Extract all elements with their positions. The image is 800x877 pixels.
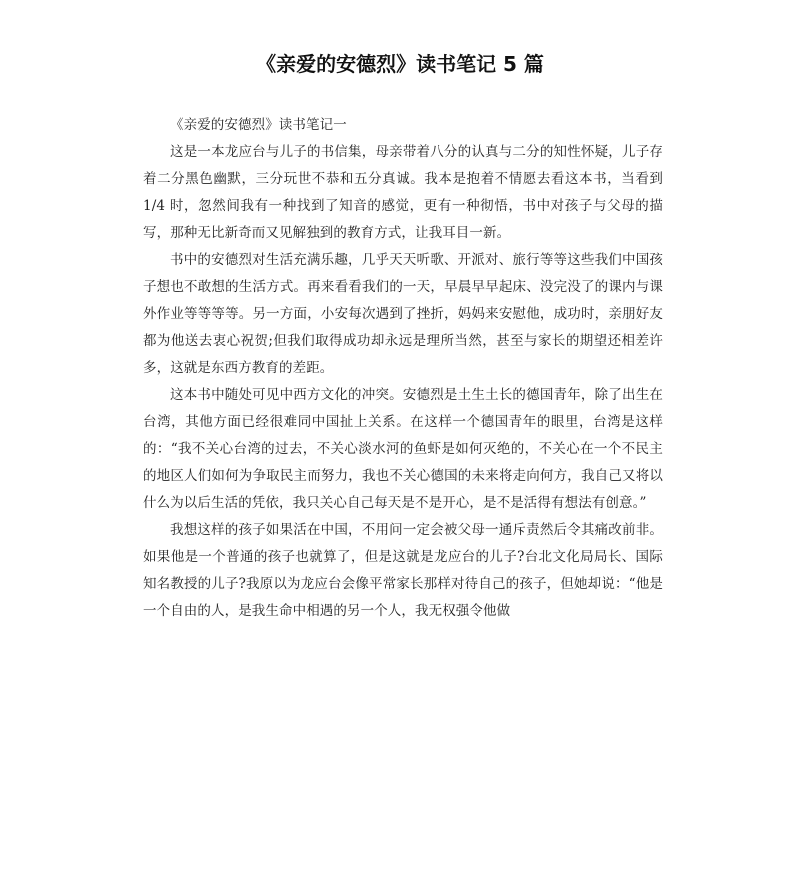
paragraph-1: 这是一本龙应台与儿子的书信集，母亲带着八分的认真与二分的知性怀疑，儿子存着二分黑色幽默，三分玩世不恭和五分真诚。我本是抱着不情愿去看这本书，当看到 1/4 时，忽然间我有一种找到了知音的感觉，更有一种彻悟，书中对孩子与父母的描写，那种无比新奇而又见解独到的教育方式，让我耳目一新。 bbox=[143, 144, 663, 241]
document-title: 《亲爱的安德烈》读书笔记 5 篇 bbox=[256, 52, 544, 76]
paragraph-4: 我想这样的孩子如果活在中国，不用问一定会被父母一通斥责然后令其痛改前非。如果他是一个普通的孩子也就算了，但是这就是龙应台的儿子?台北文化局局长、国际知名教授的儿子?我原以为龙应台会像平常家长那样对待自己的孩子，但她却说：“他是一个自由的人，是我生命中相遇的另一个人，我无权强令他做 bbox=[143, 522, 663, 619]
section-heading: 《亲爱的安德烈》读书笔记一 bbox=[170, 117, 347, 133]
document-body bbox=[143, 112, 663, 625]
paragraph-3: 这本书中随处可见中西方文化的冲突。安德烈是土生土长的德国青年，除了出生在台湾，其他方面已经很难同中国扯上关系。在这样一个德国青年的眼里，台湾是这样的：“我不关心台湾的过去，不关心淡水河的鱼虾是如何灭绝的，不关心在一个不民主的地区人们如何为争取民主而努力，我也不关心德国的未来将走向何方，我自己又将以什么为以后生活的凭依，我只关心自己每天是不是开心，是不是活得有想法有创意。” bbox=[143, 387, 663, 511]
paragraph-2: 书中的安德烈对生活充满乐趣，几乎天天听歌、开派对、旅行等等这些我们中国孩子想也不敢想的生活方式。再来看看我们的一天，早晨早早起床、没完没了的课内与课外作业等等等等。另一方面，小安每次遇到了挫折，妈妈来安慰他，成功时，亲朋好友都为他送去衷心祝贺;但我们取得成功却永远是理所当然，甚至与家长的期望还相差许多，这就是东西方教育的差距。 bbox=[143, 252, 663, 376]
